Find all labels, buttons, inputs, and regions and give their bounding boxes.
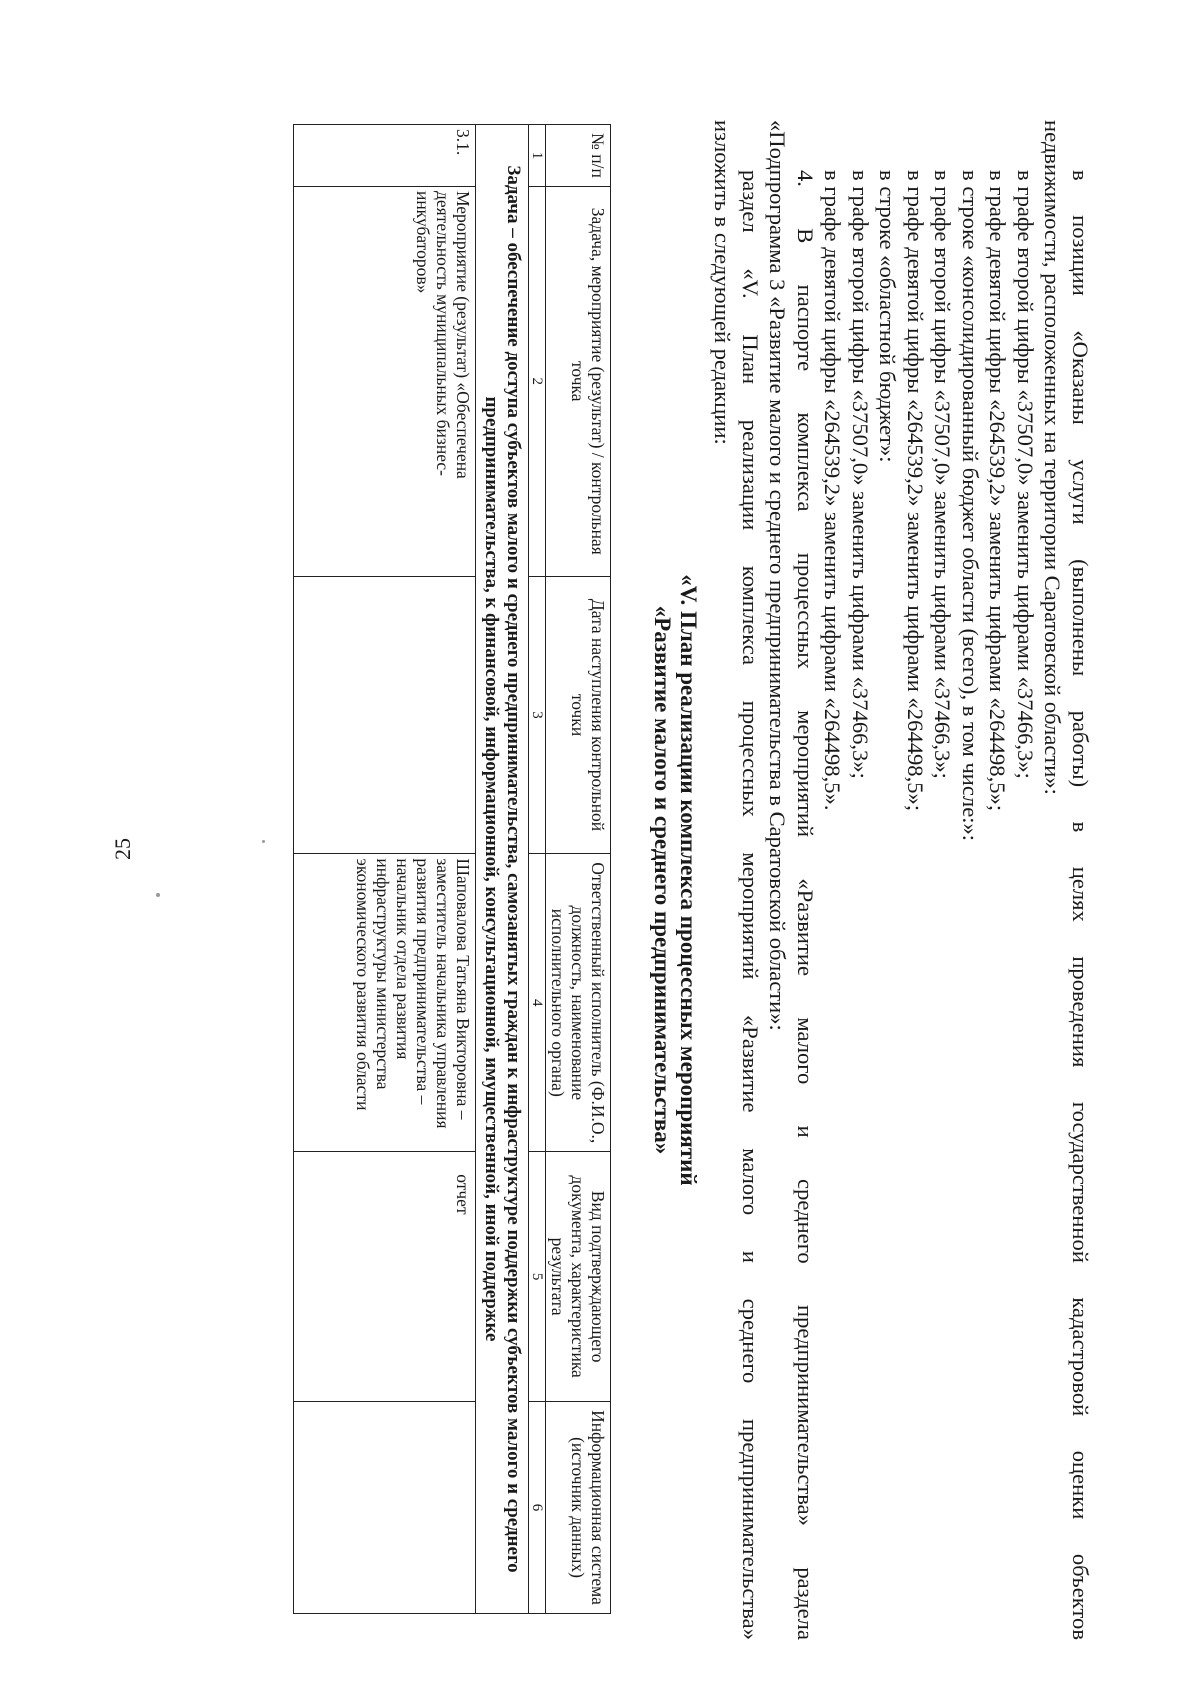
document-cell: отчет bbox=[294, 1152, 476, 1402]
column-number: 1 bbox=[529, 125, 546, 187]
paragraph-line: 4. В паспорте комплекса процессных мероприятий «Развитие малого и среднего предпринимательства» раздела bbox=[793, 170, 818, 1640]
column-number: 6 bbox=[529, 1402, 546, 1614]
header-row bbox=[546, 125, 611, 1614]
rotated-content bbox=[164, 120, 1094, 1640]
scan-speck bbox=[156, 893, 160, 897]
system-cell bbox=[294, 1402, 476, 1614]
paragraph-line: в графе второй цифры «37507,0» заменить цифрами «37466,3»; bbox=[930, 170, 956, 779]
paragraph-line: раздел «V. План реализации комплекса процессных мероприятий «Развитие малого и среднего предпринимательства» bbox=[738, 170, 763, 1640]
executor-cell: Шаповалова Татьяна Викторовна – заместитель начальника управления развития предпринимательства – начальник отдела развития инфраструктуры министерства экономического развития области bbox=[294, 854, 476, 1152]
paragraph-line: в графе второй цифры «37507,0» заменить цифрами «37466,3»; bbox=[1013, 170, 1038, 779]
paragraph-line: в графе девятой цифры «264539,2» заменить цифрами «264498,5»; bbox=[903, 170, 928, 812]
date-cell bbox=[294, 576, 476, 854]
body-text bbox=[709, 120, 1094, 1640]
paragraph-line: в графе второй цифры «37507,0» заменить цифрами «37466,3»; bbox=[848, 170, 873, 779]
section-heading bbox=[649, 120, 701, 1640]
measure-cell: Мероприятие (результат) «Обеспечена деятельность муниципальных бизнес-инкубаторов» bbox=[294, 186, 476, 576]
heading-line-2: «Развитие малого и среднего предпринимательства» bbox=[650, 605, 675, 1155]
paragraph-line: изложить в следующей редакции: bbox=[710, 120, 736, 445]
header-cell: № п/п bbox=[546, 125, 611, 187]
column-number: 3 bbox=[529, 576, 546, 854]
paragraph-line: в строке «консолидированный бюджет области (всего), в том числе:»: bbox=[958, 170, 983, 842]
heading-line-1: «V. План реализации комплекса процессных мероприятий bbox=[676, 574, 701, 1186]
header-cell: Вид подтверждающего документа, характеристика результата bbox=[546, 1152, 611, 1402]
header-cell: Задача, мероприятие (результат) / контрольная точка bbox=[546, 186, 611, 576]
task-cell: Задача – обеспечение доступа субъектов малого и среднего предпринимательства, самозанятых граждан к инфраструктуре поддержки субъектов малого и среднего предпринимательства, к финансовой, информационной, консультационной, имущественной, иной поддержке bbox=[476, 125, 529, 1614]
header-cell: Ответственный исполнитель (Ф.И.О., должность, наименование исполнительного органа) bbox=[546, 854, 611, 1152]
paragraph-line: недвижимости, расположенных на территории Саратовской области»: bbox=[1040, 120, 1066, 795]
row-number: 3.1. bbox=[294, 125, 476, 187]
paragraph-line: в строке «областной бюджет»: bbox=[875, 170, 901, 463]
paragraph-line: «Подпрограмма 3 «Развитие малого и среднего предпринимательства в Саратовской области»: bbox=[765, 120, 791, 1031]
paragraph-line: в позиции «Оказаны услуги (выполнены работы) в целях проведения государственной кадастровой оценки объектов bbox=[1068, 170, 1093, 1640]
header-cell: Информационная система (источник данных) bbox=[546, 1402, 611, 1614]
page-number: 25 bbox=[110, 838, 135, 860]
paragraph-line: в графе девятой цифры «264539,2» заменить цифрами «264498,5»; bbox=[985, 170, 1011, 812]
column-number: 2 bbox=[529, 186, 546, 576]
header-cell: Дата наступления контрольной точки bbox=[546, 576, 611, 854]
task-row bbox=[476, 125, 529, 1614]
paragraph-line: в графе девятой цифры «264539,2» заменить цифрами «264498,5». bbox=[820, 170, 846, 811]
column-number: 5 bbox=[529, 1152, 546, 1402]
column-number: 4 bbox=[529, 854, 546, 1152]
column-number-row bbox=[529, 125, 546, 1614]
plan-table bbox=[293, 124, 611, 1614]
table-row bbox=[294, 125, 476, 1614]
